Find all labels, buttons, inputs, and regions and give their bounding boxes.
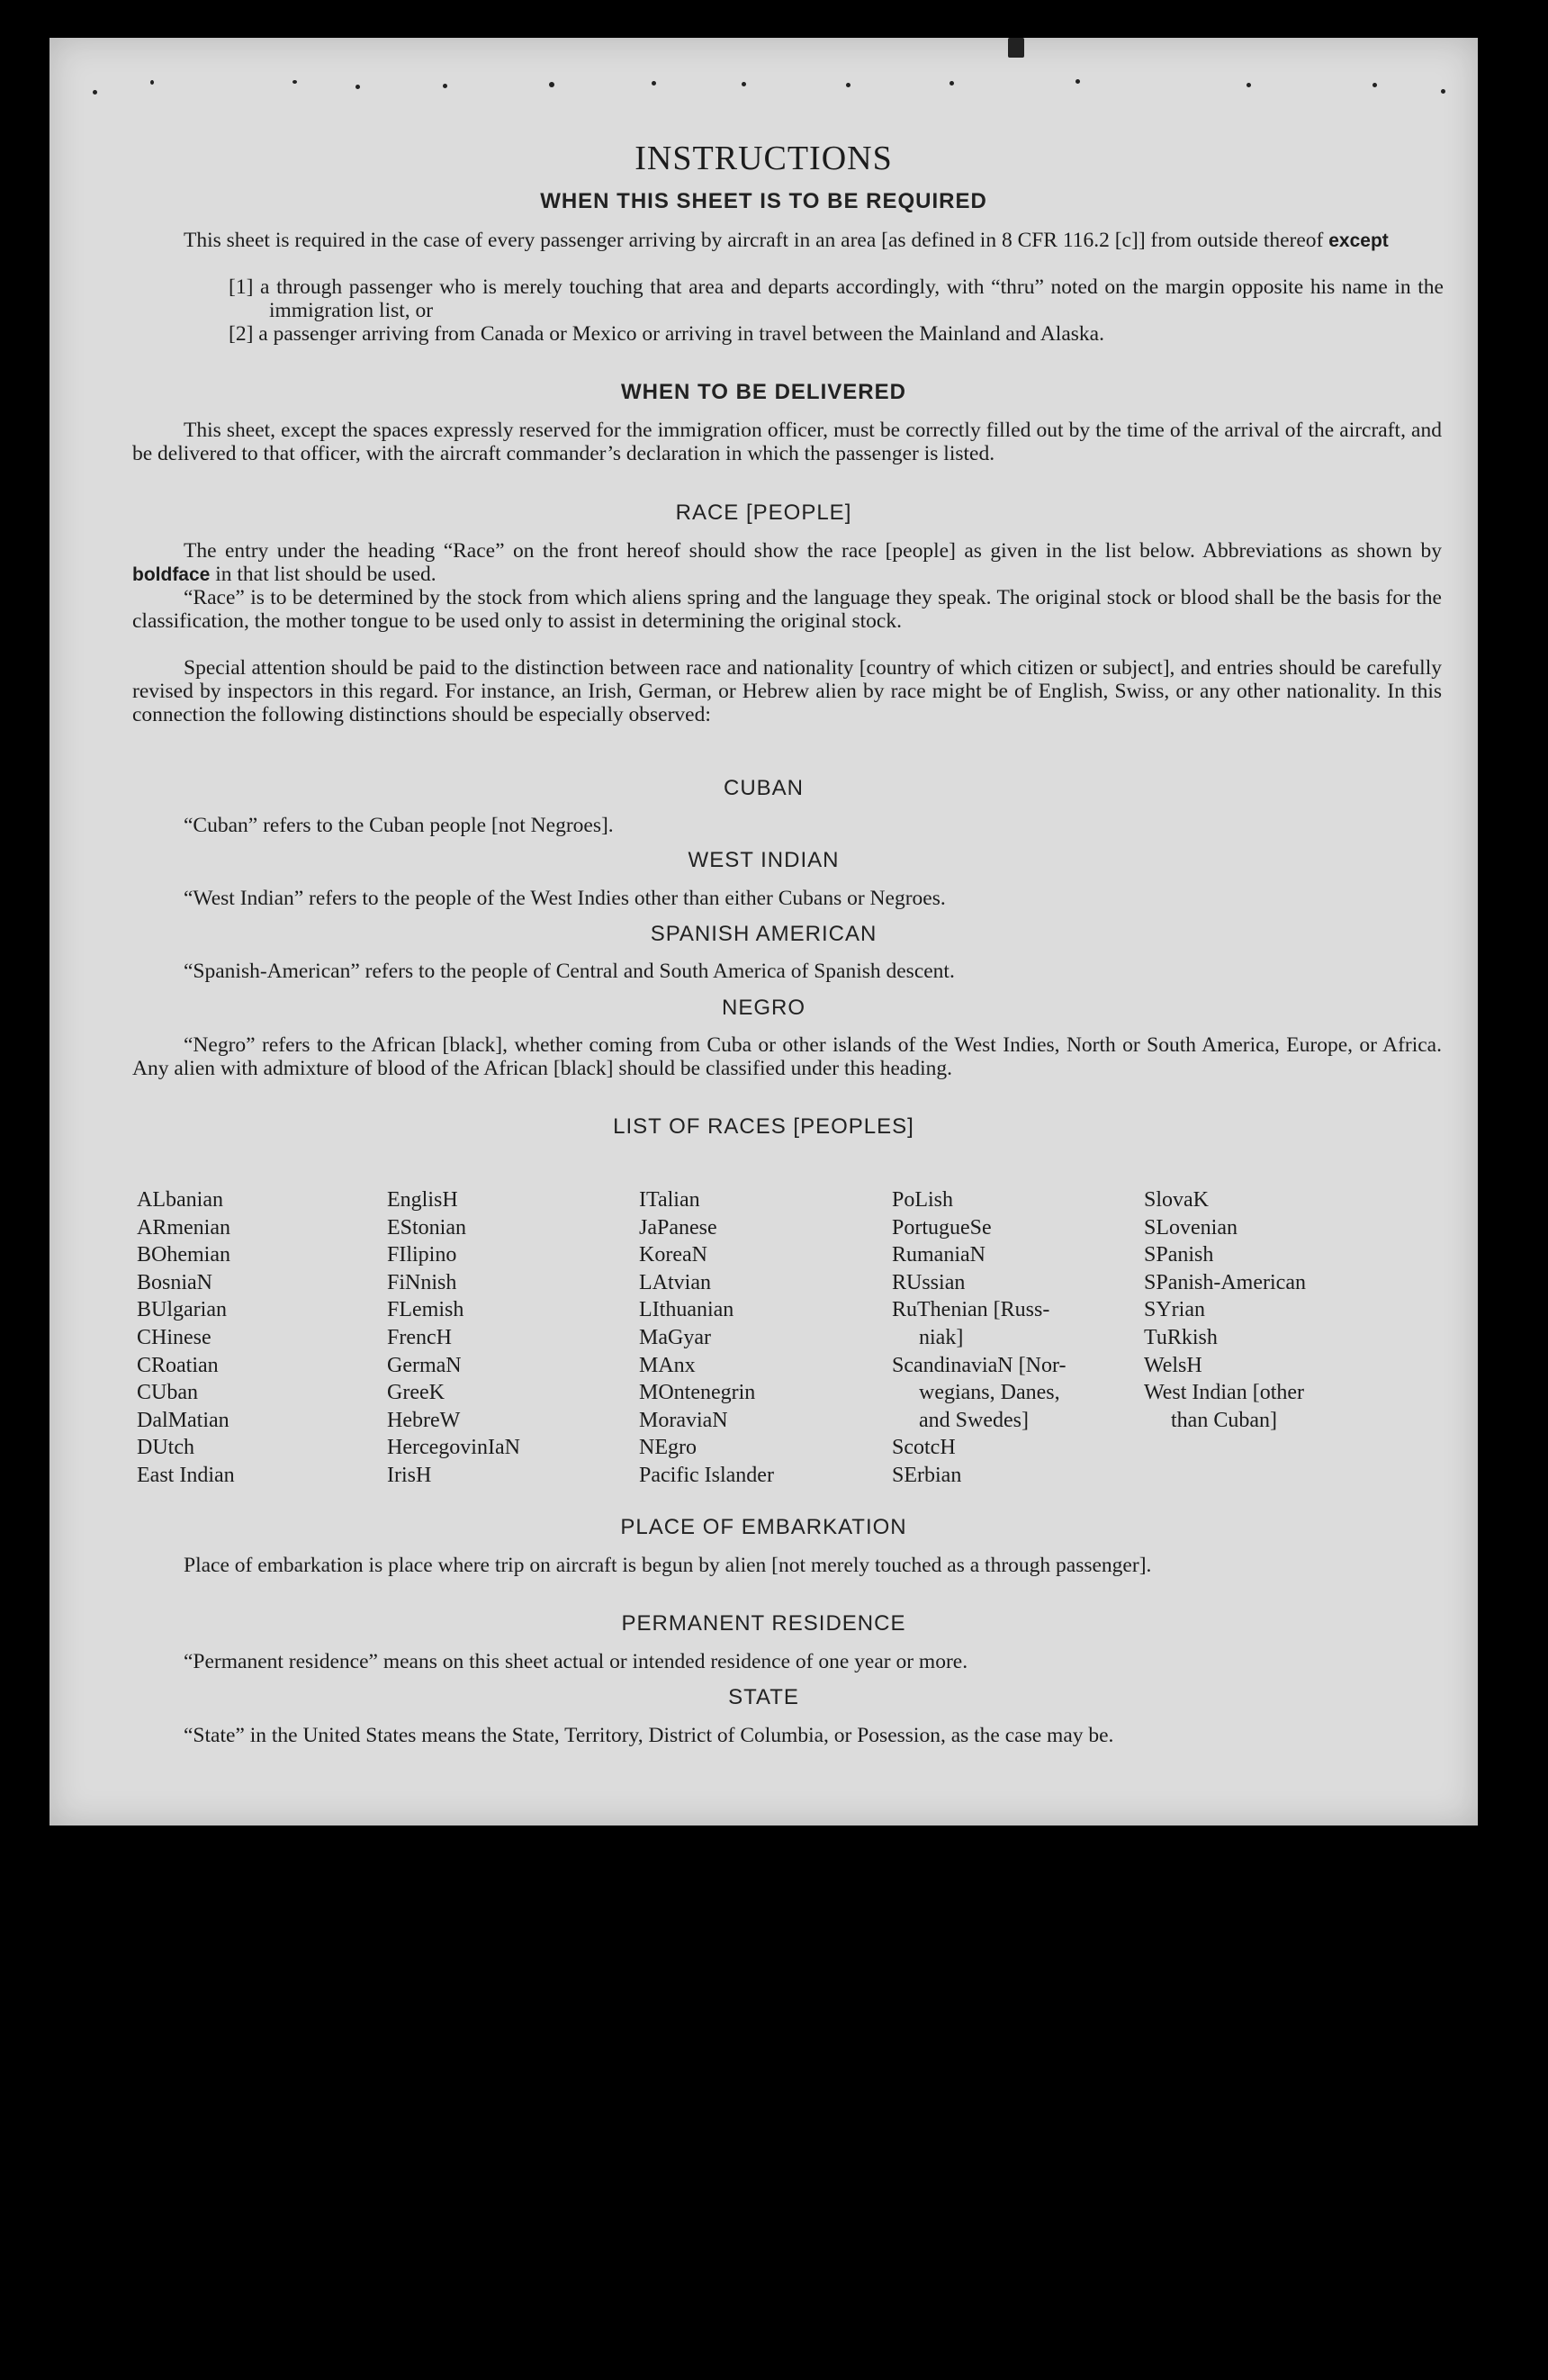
- cuban-text: “Cuban” refers to the Cuban people [not Negroes].: [184, 814, 614, 837]
- race-list-item: SPanish-American: [1144, 1270, 1306, 1294]
- race-list-item: NEgro: [639, 1436, 697, 1460]
- residence-text: “Permanent residence” means on this sheet actual or intended residence of one year or more.: [184, 1650, 968, 1673]
- heading-when-required: WHEN THIS SHEET IS TO BE REQUIRED: [540, 189, 987, 213]
- heading-state: STATE: [728, 1685, 799, 1709]
- required-intro: [132, 229, 1442, 253]
- race-list-item: ALbanian: [137, 1188, 223, 1212]
- race-list-item: DUtch: [137, 1436, 194, 1460]
- race-list-item: GermaN: [387, 1353, 462, 1377]
- race-list-item: BOhemian: [137, 1243, 230, 1267]
- required-except: except: [1328, 230, 1389, 251]
- race-list-item: SErbian: [892, 1463, 962, 1487]
- race-list-item: FiNnish: [387, 1270, 457, 1294]
- race-list-item: SlovaK: [1144, 1188, 1209, 1212]
- race-list-item: ITalian: [639, 1188, 700, 1212]
- race-list-column-2: [387, 1186, 520, 1490]
- race-list-item: HercegovinIaN: [387, 1436, 520, 1460]
- race-list-item: BosniaN: [137, 1270, 212, 1294]
- race-list-item: West Indian [other: [1144, 1381, 1305, 1405]
- race-para-1: [132, 539, 1442, 587]
- document-page: [50, 38, 1478, 1826]
- race-list-item: East Indian: [137, 1463, 235, 1487]
- race-boldface: boldface: [132, 564, 211, 585]
- race-list-item: FIlipino: [387, 1243, 457, 1267]
- race-para-1b: in that list should be used.: [215, 563, 436, 586]
- race-para-2: “Race” is to be determined by the stock from which aliens spring and the language they speak. The original stock or blood shall be the basis for the classification, the mother tongue to be used only to assist in determining the original stock.: [132, 586, 1442, 633]
- race-list-column-5: [1144, 1186, 1306, 1434]
- heading-place-of-embarkation: PLACE OF EMBARKATION: [620, 1515, 907, 1539]
- race-list-item: RumaniaN: [892, 1243, 986, 1267]
- race-list-item: than Cuban]: [1171, 1408, 1277, 1432]
- race-list-item: ARmenian: [137, 1215, 230, 1240]
- required-intro-text: This sheet is required in the case of every passenger arriving by aircraft in an area [as defined in 8 CFR 116.2 [c]] from outside thereof: [184, 229, 1324, 252]
- embarkation-text: Place of embarkation is place where trip on aircraft is begun by alien [not merely touched as a through passenger].: [184, 1554, 1152, 1577]
- race-list-item: GreeK: [387, 1381, 445, 1405]
- race-list-item: CUban: [137, 1381, 198, 1405]
- race-list-item: KoreaN: [639, 1243, 707, 1267]
- race-list-item: PortugueSe: [892, 1215, 992, 1240]
- race-list-item: CRoatian: [137, 1353, 219, 1377]
- race-list-item: MoraviaN: [639, 1408, 728, 1432]
- race-list-item: MAnx: [639, 1353, 696, 1377]
- race-list-item: WelsH: [1144, 1353, 1202, 1377]
- race-list-item: ScandinaviaN [Nor-: [892, 1353, 1066, 1377]
- race-list-item: Pacific Islander: [639, 1463, 774, 1487]
- delivered-text: This sheet, except the spaces expressly reserved for the immigration officer, must be correctly filled out by the time of the arrival of the aircraft, and be delivered to that officer, with the aircraft commander’s declaration in which the passenger is listed.: [132, 419, 1442, 465]
- heading-race: RACE [PEOPLE]: [675, 500, 852, 525]
- heading-permanent-residence: PERMANENT RESIDENCE: [621, 1611, 906, 1636]
- west-indian-text: “West Indian” refers to the people of the West Indies other than either Cubans or Negroes.: [184, 887, 946, 910]
- race-list-item: niak]: [919, 1325, 964, 1349]
- race-list-item: TuRkish: [1144, 1325, 1218, 1349]
- race-para-1a: The entry under the heading “Race” on the front hereof should show the race [people] as given in the list below. Abbreviations as shown by: [184, 539, 1442, 563]
- race-list-column-4: [892, 1186, 1066, 1490]
- race-list-item: SYrian: [1144, 1298, 1205, 1322]
- race-list-item: wegians, Danes,: [919, 1381, 1060, 1405]
- heading-list-of-races: LIST OF RACES [PEOPLES]: [613, 1114, 914, 1139]
- race-list-item: LAtvian: [639, 1270, 711, 1294]
- heading-negro: NEGRO: [721, 996, 806, 1020]
- race-list-item: CHinese: [137, 1325, 212, 1349]
- race-list-item: RUssian: [892, 1270, 966, 1294]
- required-item-2: [2] a passenger arriving from Canada or Mexico or arriving in travel between the Mainland and Alaska.: [229, 322, 1104, 346]
- race-list-item: EStonian: [387, 1215, 466, 1240]
- race-list-item: and Swedes]: [919, 1408, 1029, 1432]
- race-list-item: DalMatian: [137, 1408, 230, 1432]
- race-list-item: MOntenegrin: [639, 1381, 756, 1405]
- page-title: INSTRUCTIONS: [634, 140, 893, 177]
- race-list-item: SLovenian: [1144, 1215, 1238, 1240]
- race-list-item: IrisH: [387, 1463, 432, 1487]
- race-list-column-1: [137, 1186, 235, 1490]
- race-list-column-3: [639, 1186, 774, 1490]
- race-list-item: BUlgarian: [137, 1298, 227, 1322]
- heading-west-indian: WEST INDIAN: [688, 848, 840, 872]
- negro-text: “Negro” refers to the African [black], whether coming from Cuba or other islands of the West Indies, North or South America, Europe, or Africa. Any alien with admixture of blood of the African [black] should be classified under this heading.: [132, 1033, 1442, 1080]
- race-para-3: Special attention should be paid to the distinction between race and nationality [country of which citizen or subject], and entries should be carefully revised by inspectors in this regard. For instance, an Irish, German, or Hebrew alien by race might be of English, Swiss, or any other nationality. In this connection the following distinctions should be especially observed:: [132, 656, 1442, 726]
- race-list-item: LIthuanian: [639, 1298, 734, 1322]
- race-list-item: SPanish: [1144, 1243, 1214, 1267]
- race-list-item: MaGyar: [639, 1325, 711, 1349]
- heading-spanish-american: SPANISH AMERICAN: [650, 922, 878, 946]
- race-list-item: HebreW: [387, 1408, 461, 1432]
- instructions-content: [50, 38, 1478, 1826]
- state-text: “State” in the United States means the State, Territory, District of Columbia, or Posession, as the case may be.: [184, 1724, 1114, 1747]
- race-list-item: FrencH: [387, 1325, 452, 1349]
- race-list-item: EnglisH: [387, 1188, 458, 1212]
- race-list-item: RuThenian [Russ-: [892, 1298, 1050, 1322]
- race-list-item: ScotcH: [892, 1436, 956, 1460]
- heading-cuban: CUBAN: [723, 776, 804, 800]
- race-list-item: PoLish: [892, 1188, 954, 1212]
- race-list-item: FLemish: [387, 1298, 464, 1322]
- spanish-american-text: “Spanish-American” refers to the people of Central and South America of Spanish descent.: [184, 960, 955, 983]
- required-item-1: [1] a through passenger who is merely touching that area and departs accordingly, with “thru” noted on the margin opposite his name in the immigration list, or: [229, 275, 1444, 322]
- heading-when-delivered: WHEN TO BE DELIVERED: [621, 380, 906, 404]
- race-list-item: JaPanese: [639, 1215, 717, 1240]
